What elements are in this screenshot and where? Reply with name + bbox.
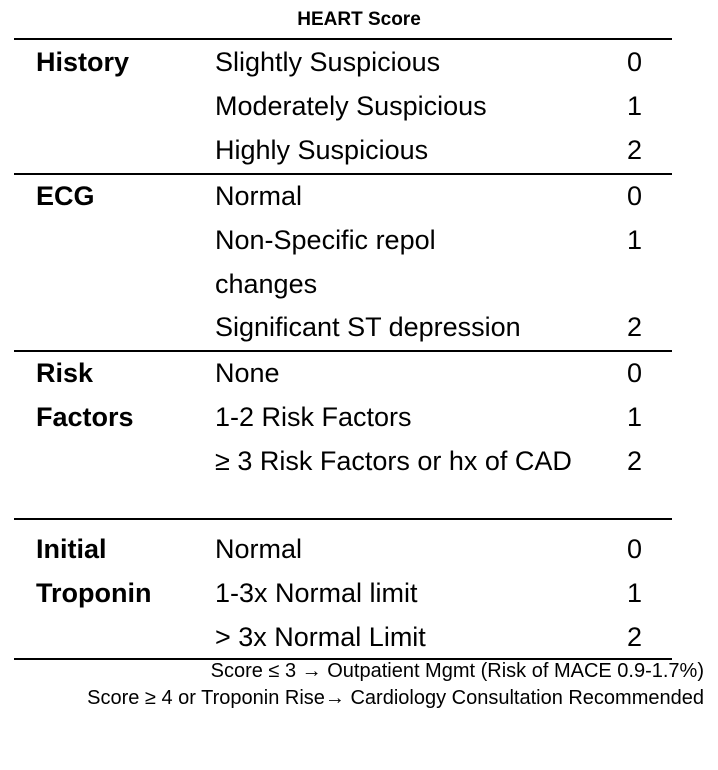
criteria-description: Normal <box>215 181 303 211</box>
criteria-description: None <box>215 358 280 388</box>
criteria-list <box>215 40 672 172</box>
section-initial-troponin <box>14 527 672 659</box>
criteria-row <box>215 527 672 571</box>
criteria-description: Moderately Suspicious <box>215 91 487 121</box>
criteria-description: 1-3x Normal limit <box>215 578 418 608</box>
criteria-points: 2 <box>626 622 642 652</box>
criteria-points: 2 <box>626 446 642 476</box>
section-history <box>14 40 672 172</box>
criteria-points: 2 <box>626 135 642 165</box>
footer-note <box>24 658 704 712</box>
criteria-description: Highly Suspicious <box>215 135 429 165</box>
criteria-row <box>215 218 672 305</box>
criteria-row <box>215 615 672 659</box>
criteria-description: ≥ 3 Risk Factors or hx of CAD <box>215 446 572 476</box>
criteria-points: 0 <box>626 181 642 211</box>
section-divider <box>14 518 672 520</box>
criteria-points: 2 <box>626 312 642 342</box>
criteria-list <box>215 527 672 659</box>
table-title: HEART Score <box>297 9 421 30</box>
category-label: History <box>36 47 130 77</box>
section-ecg <box>14 174 672 349</box>
criteria-list <box>215 174 672 349</box>
criteria-points: 0 <box>626 534 642 564</box>
criteria-list <box>215 351 672 526</box>
criteria-row <box>215 84 672 128</box>
category-label: ECG <box>36 181 95 211</box>
criteria-row <box>215 439 672 526</box>
criteria-row <box>215 174 672 218</box>
section-risk-factors <box>14 351 672 517</box>
criteria-description: Non-Specific repol changes <box>215 225 436 299</box>
criteria-description: Significant ST depression <box>215 312 521 342</box>
criteria-points: 0 <box>626 47 642 77</box>
criteria-points: 1 <box>626 402 642 432</box>
criteria-points: 1 <box>626 91 642 121</box>
criteria-row <box>215 395 672 439</box>
criteria-row <box>215 351 672 395</box>
criteria-description: 1-2 Risk Factors <box>215 402 412 432</box>
criteria-points: 1 <box>626 225 642 255</box>
criteria-description: > 3x Normal Limit <box>215 622 426 652</box>
criteria-description: Slightly Suspicious <box>215 47 441 77</box>
criteria-row <box>215 128 672 172</box>
footer-line-low-risk: Score ≤ 3 → Outpatient Mgmt (Risk of MACE 0.9-1.7%) <box>210 660 704 682</box>
criteria-points: 1 <box>626 578 642 608</box>
criteria-row <box>215 40 672 84</box>
footer-line-high-risk: Score ≥ 4 or Troponin Rise→ Cardiology Consultation Recommended <box>87 687 704 709</box>
criteria-row <box>215 571 672 615</box>
category-label: Initial Troponin <box>36 534 152 608</box>
criteria-points: 0 <box>626 358 642 388</box>
criteria-row <box>215 305 672 349</box>
category-label: Risk Factors <box>36 358 134 432</box>
criteria-description: Normal <box>215 534 303 564</box>
